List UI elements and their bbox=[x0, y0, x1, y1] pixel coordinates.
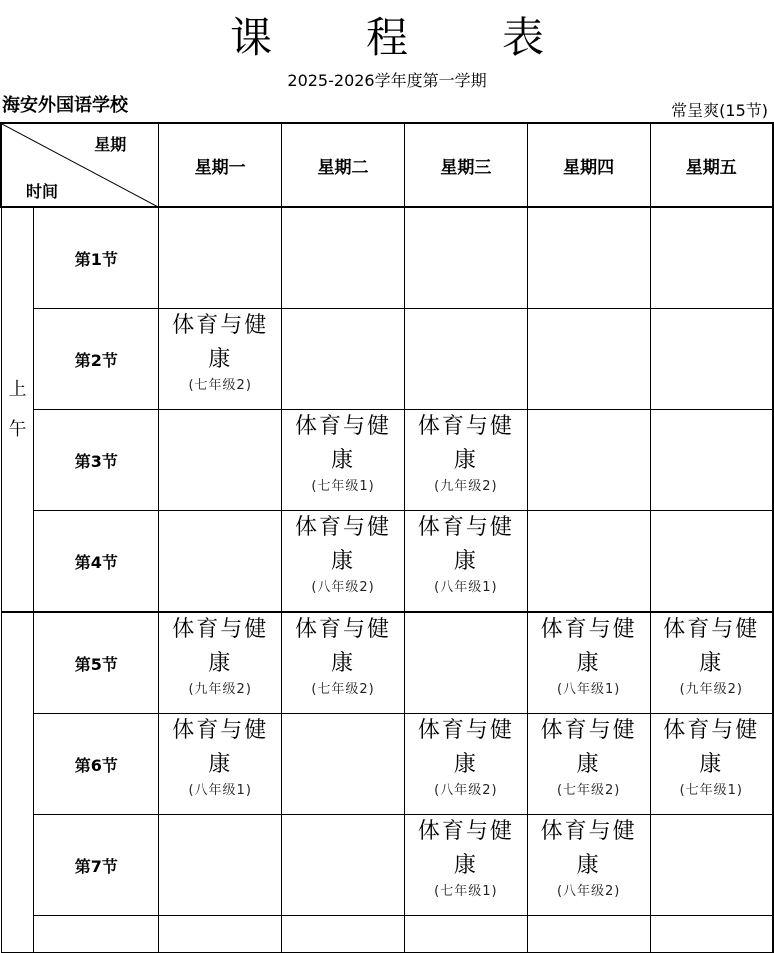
school-name: 海安外国语学校 bbox=[2, 95, 128, 116]
schedule-cell bbox=[404, 309, 527, 410]
semester-subtitle: 2025-2026学年度第一学期 bbox=[287, 71, 487, 90]
morning-label bbox=[1, 207, 34, 612]
schedule-cell bbox=[404, 815, 527, 916]
afternoon-label bbox=[1, 612, 34, 953]
schedule-cell bbox=[282, 309, 405, 410]
course-name: 康 bbox=[576, 853, 601, 878]
schedule-cell bbox=[650, 309, 773, 410]
table-row bbox=[1, 916, 773, 953]
course-name: 体育与健 bbox=[540, 718, 637, 743]
course-name: 康 bbox=[576, 651, 601, 676]
schedule-cell bbox=[404, 612, 527, 714]
course-name: 康 bbox=[699, 752, 724, 777]
class-grade: (七年级2) bbox=[311, 682, 375, 697]
empty-cell bbox=[650, 916, 773, 953]
empty-cell bbox=[404, 916, 527, 953]
schedule-cell bbox=[527, 207, 650, 309]
class-grade: (八年级2) bbox=[434, 783, 498, 798]
schedule-cell bbox=[527, 612, 650, 714]
teacher-name: 常呈爽(15节) bbox=[671, 101, 768, 120]
schedule-cell bbox=[527, 815, 650, 916]
week-label: 星期 bbox=[94, 135, 127, 154]
schedule-cell bbox=[282, 815, 405, 916]
course-name: 体育与健 bbox=[540, 617, 637, 642]
period-label: 第4节 bbox=[34, 511, 159, 613]
course-name: 体育与健 bbox=[417, 414, 514, 439]
class-grade: (七年级1) bbox=[311, 479, 375, 494]
course-name: 体育与健 bbox=[172, 718, 269, 743]
course-name: 康 bbox=[576, 752, 601, 777]
schedule-cell bbox=[650, 410, 773, 511]
course-name: 康 bbox=[208, 752, 233, 777]
schedule-cell bbox=[282, 612, 405, 714]
corner-cell bbox=[1, 123, 159, 207]
course-name: 康 bbox=[208, 347, 233, 372]
table-row bbox=[1, 207, 773, 309]
class-grade: (七年级1) bbox=[679, 783, 743, 798]
page-title: 课程表 bbox=[229, 13, 638, 62]
course-name: 体育与健 bbox=[172, 617, 269, 642]
course-name: 体育与健 bbox=[295, 414, 392, 439]
empty-cell bbox=[34, 916, 159, 953]
time-label: 时间 bbox=[26, 182, 59, 201]
timetable bbox=[0, 122, 774, 953]
period-label: 第6节 bbox=[34, 714, 159, 815]
period-label: 第1节 bbox=[34, 207, 159, 309]
day-header: 星期一 bbox=[159, 123, 282, 207]
class-grade: (九年级2) bbox=[434, 479, 498, 494]
day-header: 星期四 bbox=[527, 123, 650, 207]
empty-cell bbox=[159, 916, 282, 953]
schedule-cell bbox=[159, 815, 282, 916]
schedule-cell bbox=[650, 207, 773, 309]
schedule-cell bbox=[404, 207, 527, 309]
class-grade: (七年级2) bbox=[188, 378, 252, 393]
schedule-cell bbox=[527, 309, 650, 410]
course-name: 康 bbox=[453, 853, 478, 878]
table-row bbox=[1, 309, 773, 410]
course-name: 康 bbox=[331, 651, 356, 676]
table-row bbox=[1, 612, 773, 714]
day-header: 星期五 bbox=[650, 123, 773, 207]
schedule-cell bbox=[650, 511, 773, 613]
header-row bbox=[1, 123, 773, 207]
period-label: 第5节 bbox=[34, 612, 159, 714]
course-name: 康 bbox=[331, 448, 356, 473]
class-grade: (八年级2) bbox=[311, 580, 375, 595]
schedule-cell bbox=[159, 511, 282, 613]
period-label: 第2节 bbox=[34, 309, 159, 410]
class-grade: (八年级1) bbox=[188, 783, 252, 798]
day-header: 星期二 bbox=[282, 123, 405, 207]
schedule-cell bbox=[527, 714, 650, 815]
course-name: 康 bbox=[453, 448, 478, 473]
course-name: 体育与健 bbox=[295, 617, 392, 642]
class-grade: (八年级1) bbox=[434, 580, 498, 595]
schedule-cell bbox=[282, 714, 405, 815]
schedule-cell bbox=[650, 815, 773, 916]
course-name: 康 bbox=[453, 549, 478, 574]
table-row bbox=[1, 410, 773, 511]
course-name: 体育与健 bbox=[172, 313, 269, 338]
schedule-cell bbox=[282, 207, 405, 309]
class-grade: (八年级1) bbox=[556, 682, 621, 697]
class-grade: (九年级2) bbox=[188, 682, 252, 697]
course-name: 体育与健 bbox=[663, 617, 760, 642]
table-row bbox=[1, 815, 773, 916]
class-grade: (九年级2) bbox=[679, 682, 743, 697]
schedule-cell bbox=[404, 714, 527, 815]
schedule-cell bbox=[527, 410, 650, 511]
period-label: 第7节 bbox=[34, 815, 159, 916]
schedule-cell bbox=[282, 410, 405, 511]
schedule-cell bbox=[159, 714, 282, 815]
day-header: 星期三 bbox=[404, 123, 527, 207]
morning-char: 午 bbox=[8, 418, 27, 440]
schedule-cell bbox=[404, 511, 527, 613]
schedule-cell bbox=[282, 511, 405, 613]
class-grade: (八年级2) bbox=[556, 884, 621, 899]
empty-cell bbox=[282, 916, 405, 953]
schedule-cell bbox=[527, 511, 650, 613]
course-name: 康 bbox=[453, 752, 478, 777]
course-name: 体育与健 bbox=[295, 515, 392, 540]
schedule-cell bbox=[650, 714, 773, 815]
class-grade: (七年级2) bbox=[556, 783, 621, 798]
course-name: 体育与健 bbox=[540, 819, 637, 844]
schedule-cell bbox=[159, 410, 282, 511]
course-name: 体育与健 bbox=[663, 718, 760, 743]
course-name: 体育与健 bbox=[417, 718, 514, 743]
empty-cell bbox=[527, 916, 650, 953]
schedule-cell bbox=[650, 612, 773, 714]
table-row bbox=[1, 714, 773, 815]
schedule-cell bbox=[159, 612, 282, 714]
period-label: 第3节 bbox=[34, 410, 159, 511]
class-grade: (七年级1) bbox=[434, 884, 498, 899]
course-name: 康 bbox=[331, 549, 356, 574]
course-name: 康 bbox=[699, 651, 724, 676]
schedule-cell bbox=[404, 410, 527, 511]
course-name: 体育与健 bbox=[417, 515, 514, 540]
schedule-cell bbox=[159, 309, 282, 410]
course-name: 体育与健 bbox=[417, 819, 514, 844]
morning-char: 上 bbox=[8, 378, 27, 400]
table-row bbox=[1, 511, 773, 613]
schedule-cell bbox=[159, 207, 282, 309]
course-name: 康 bbox=[208, 651, 233, 676]
